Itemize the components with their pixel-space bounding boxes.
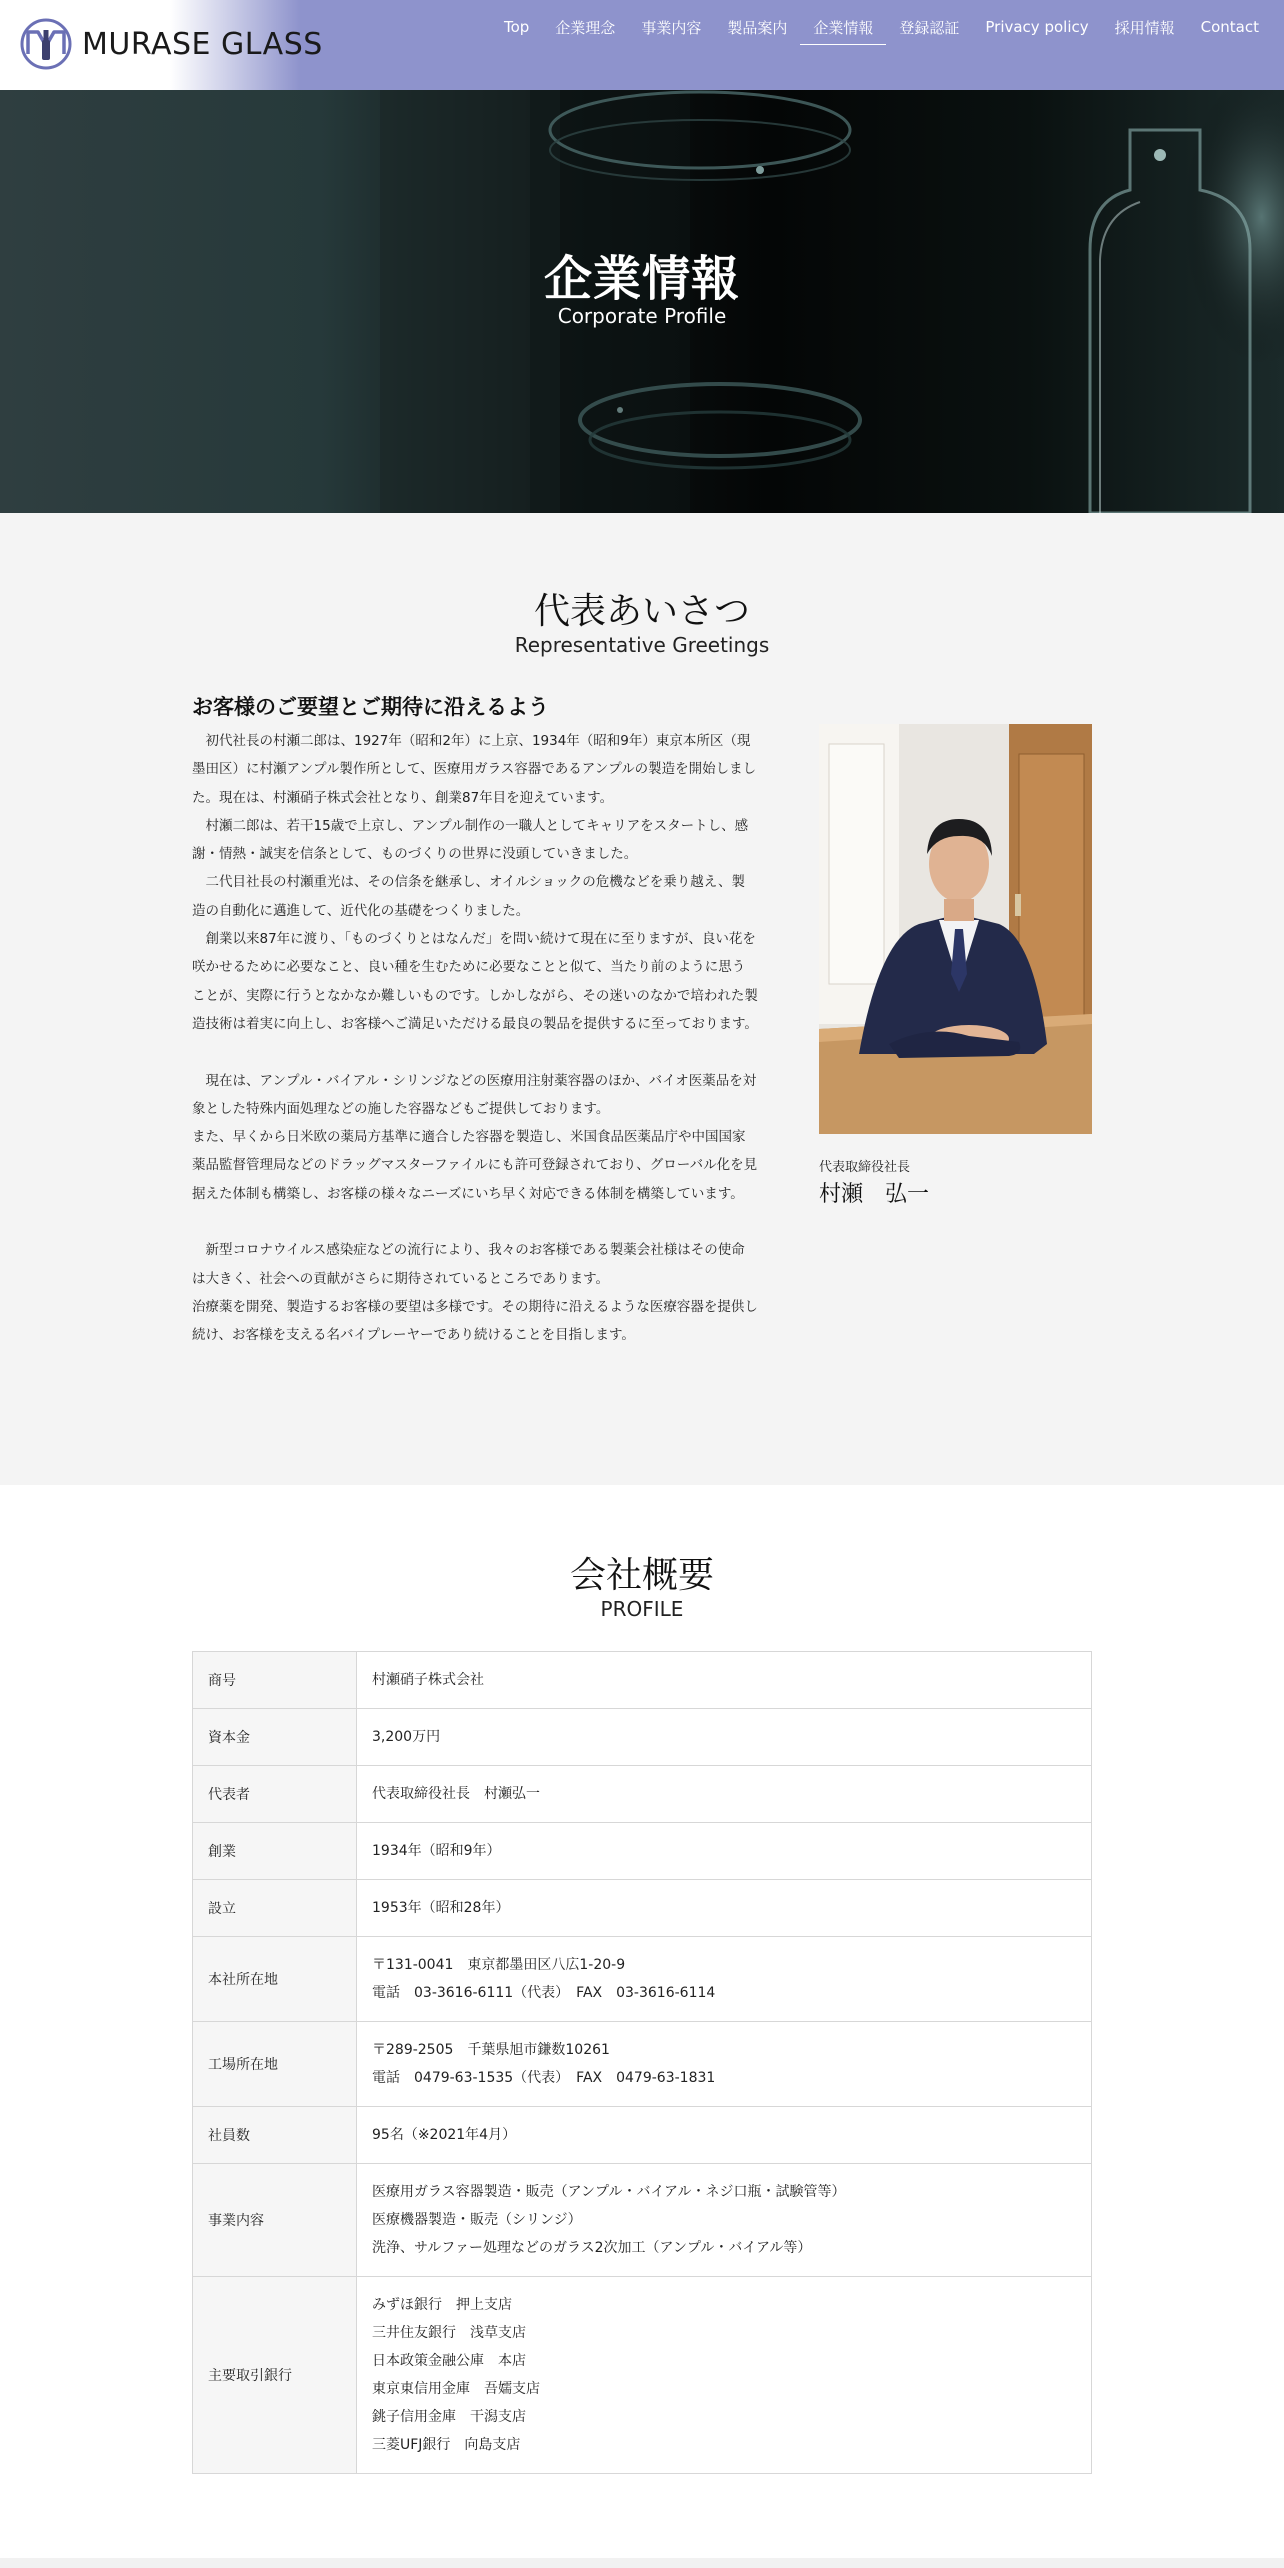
profile-section xyxy=(0,1485,1284,2558)
row-value-line: 電話 0479-63-1535（代表） FAX 0479-63-1831 xyxy=(372,2070,716,2086)
profile-subtitle: PROFILE xyxy=(600,1597,684,1621)
hero-subtitle: Corporate Profile xyxy=(557,304,727,328)
row-label: 本社所在地 xyxy=(193,1937,357,2022)
logo-text: MURASE GLASS xyxy=(82,26,323,62)
row-value-line: 三井住友銀行 浅草支店 xyxy=(372,2325,526,2341)
row-value xyxy=(357,1823,1092,1880)
main-nav xyxy=(491,0,1272,54)
nav-contact[interactable]: Contact xyxy=(1200,18,1259,36)
ceo-name: 村瀬 弘一 xyxy=(819,1182,930,1207)
row-value-line: 3,200万円 xyxy=(372,1729,441,1745)
nav-philosophy[interactable]: 企業理念 xyxy=(555,18,616,37)
hero-banner xyxy=(0,90,1284,513)
row-label: 主要取引銀行 xyxy=(193,2277,357,2474)
greeting-paragraph xyxy=(192,1038,758,1066)
greeting-paragraph: 創業以来87年に渡り、「ものづくりとはなんだ」を問い続けて現在に至りますが、良い花を咲かせるために必要なこと、良い種を生むために必要なことと似て、当たり前のように思うことが、実際に行うとなかなか難しいものです。しかしながら、その迷いのなかで培われた製造技術は着実に向上し、お客様へご満足いただける最良の製品を提供するに至っております。 xyxy=(192,931,758,1032)
row-value-line: みずほ銀行 押上支店 xyxy=(372,2297,512,2313)
row-label: 設立 xyxy=(193,1880,357,1937)
row-value-line: 東京東信用金庫 吾嬬支店 xyxy=(372,2381,540,2397)
greeting-title: 代表あいさつ xyxy=(533,591,750,632)
row-value xyxy=(357,2107,1092,2164)
table-row xyxy=(193,2277,1092,2474)
row-label: 社員数 xyxy=(193,2107,357,2164)
greeting-paragraph: 現在は、アンプル・バイアル・シリンジなどの医療用注射薬容器のほか、バイオ医薬品を対象とした特殊内面処理などの施した容器などもご提供しております。 xyxy=(192,1072,757,1117)
ceo-role: 代表取締役社長 xyxy=(819,1160,911,1175)
profile-title: 会社概要 xyxy=(569,1555,714,1596)
row-value xyxy=(357,2277,1092,2474)
table-row xyxy=(193,2164,1092,2277)
greeting-paragraph: 治療薬を開発、製造するお客様の要望は多様です。その期待に沿えるような医療容器を提供し続け、お客様を支える名バイプレーヤーであり続けることを目指します。 xyxy=(192,1298,758,1344)
row-value-line: 1953年（昭和28年） xyxy=(372,1900,510,1916)
greeting-heading: お客様のご要望とご期待に沿えるよう xyxy=(192,695,549,719)
row-label: 代表者 xyxy=(193,1766,357,1823)
nav-products[interactable]: 製品案内 xyxy=(727,18,788,37)
greeting-paragraph: また、早くから日米欧の薬局方基準に適合した容器を製造し、米国食品医薬品庁や中国国家薬品監督管理局などのドラッグマスターファイルにも許可登録されており、グローバル化を見据えた体制も構築し、お客様の様々なニーズにいち早く対応できる体制を構築しています。 xyxy=(192,1129,758,1202)
table-row xyxy=(193,2107,1092,2164)
row-value-line: 代表取締役社長 村瀬弘一 xyxy=(372,1786,540,1802)
row-value-line: 〒131-0041 東京都墨田区八広1-20-9 xyxy=(372,1957,626,1973)
row-value-line: 医療用ガラス容器製造・販売（アンプル・バイアル・ネジ口瓶・試験管等） xyxy=(372,2184,846,2200)
hero-title: 企業情報 xyxy=(543,251,740,307)
profile-table xyxy=(192,1651,1092,2474)
footer-strip xyxy=(0,2558,1284,2568)
row-value-line: 洗浄、サルファー処理などのガラス2次加工（アンプル・バイアル等） xyxy=(372,2240,812,2256)
row-value xyxy=(357,1880,1092,1937)
row-value-line: 〒289-2505 千葉県旭市鎌数10261 xyxy=(372,2042,610,2058)
nav-company-info[interactable]: 企業情報 xyxy=(800,13,886,42)
table-row xyxy=(193,1766,1092,1823)
table-row xyxy=(193,2022,1092,2107)
row-value-line: 銚子信用金庫 干潟支店 xyxy=(372,2409,526,2425)
row-label: 事業内容 xyxy=(193,2164,357,2277)
row-value-line: 村瀬硝子株式会社 xyxy=(372,1672,484,1688)
row-value xyxy=(357,1766,1092,1823)
row-value xyxy=(357,1652,1092,1709)
greeting-paragraph: 二代目社長の村瀬重光は、その信条を継承し、オイルショックの危機などを乗り越え、製造の自動化に邁進して、近代化の基礎をつくりました。 xyxy=(192,874,746,919)
greeting-body xyxy=(192,727,758,1350)
row-value-line: 三菱UFJ銀行 向島支店 xyxy=(372,2437,521,2453)
greeting-paragraph: 新型コロナウイルス感染症などの流行により、我々のお客様である製薬会社様はその使命は大きく、社会への貢献がさらに期待されているところであります。 xyxy=(192,1242,745,1287)
row-value-line: 日本政策金融公庫 本店 xyxy=(372,2353,526,2369)
row-value-line: 電話 03-3616-6111（代表） FAX 03-3616-6114 xyxy=(372,1985,716,2001)
table-row xyxy=(193,1709,1092,1766)
site-header xyxy=(0,0,1284,90)
greeting-section xyxy=(0,513,1284,1485)
greeting-paragraph xyxy=(192,1208,758,1236)
nav-certification[interactable]: 登録認証 xyxy=(899,18,960,37)
nav-privacy-policy[interactable]: Privacy policy xyxy=(985,18,1089,36)
greeting-paragraph: 村瀬二郎は、若干15歳で上京し、アンプル制作の一職人としてキャリアをスタートし、感謝・情熱・誠実を信条として、ものづくりの世界に没頭していきました。 xyxy=(192,817,749,863)
row-value xyxy=(357,2022,1092,2107)
greeting-paragraph: 初代社長の村瀬二郎は、1927年（昭和2年）に上京、1934年（昭和9年）東京本所区（現墨田区）に村瀬アンプル製作所として、医療用ガラス容器であるアンプルの製造を開始しました。現在は、村瀬硝子株式会社となり、創業87年目を迎えています。 xyxy=(192,733,757,806)
row-label: 工場所在地 xyxy=(193,2022,357,2107)
nav-recruit[interactable]: 採用情報 xyxy=(1114,18,1175,37)
ceo-photo xyxy=(819,724,1092,1134)
row-value-line: 1934年（昭和9年） xyxy=(372,1843,501,1859)
nav-top[interactable]: Top xyxy=(503,18,530,36)
row-value-line: 医療機器製造・販売（シリンジ） xyxy=(372,2212,582,2228)
table-row xyxy=(193,1652,1092,1709)
row-value xyxy=(357,1937,1092,2022)
row-label: 資本金 xyxy=(193,1709,357,1766)
table-row xyxy=(193,1880,1092,1937)
row-label: 創業 xyxy=(193,1823,357,1880)
site-logo[interactable] xyxy=(18,14,323,74)
nav-business[interactable]: 事業内容 xyxy=(641,18,702,37)
table-row xyxy=(193,1823,1092,1880)
row-value xyxy=(357,1709,1092,1766)
logo-mark-icon xyxy=(18,16,74,72)
row-label: 商号 xyxy=(193,1652,357,1709)
greeting-subtitle: Representative Greetings xyxy=(514,633,770,657)
row-value xyxy=(357,2164,1092,2277)
table-row xyxy=(193,1937,1092,2022)
ceo-portrait-image xyxy=(819,724,1092,1134)
row-value-line: 95名（※2021年4月） xyxy=(372,2127,517,2143)
